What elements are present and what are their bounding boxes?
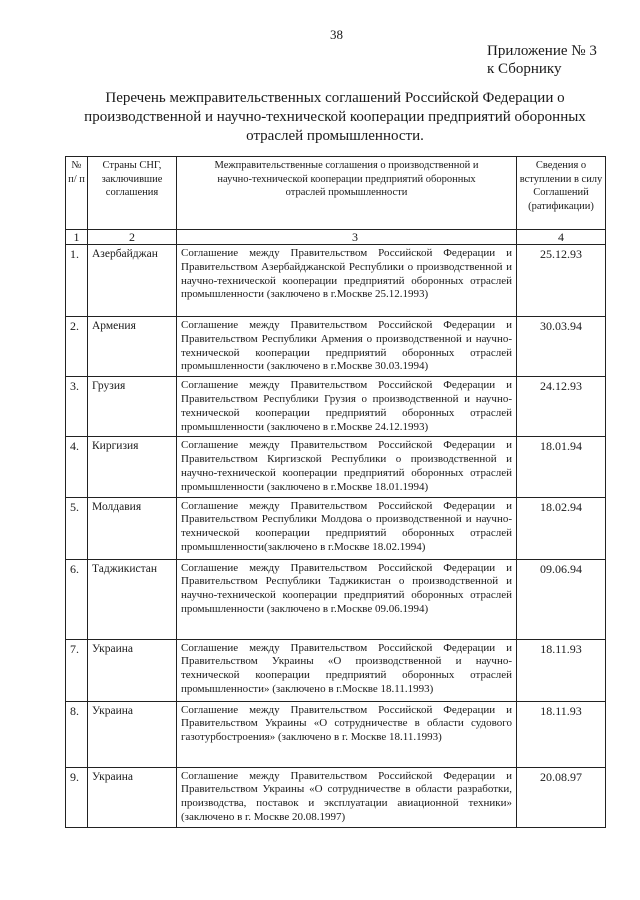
row-agreement-text: Соглашение между Правительством Российской Федерации и Правительством Республики Армения о производственной и научно-технической кооперации предприятий оборонных отраслей промышленности (заключено в г.Москве 30.03.1994) — [177, 317, 517, 377]
row-agreement-text: Соглашение между Правительством Российской Федерации и Правительством Республики Таджикистан о производственной и научно-технической кооперации предприятий оборонных отраслей промышленности (заключено в г.Москве 09.06.1994) — [177, 559, 517, 639]
header-number: № п/ п — [66, 157, 88, 230]
row-date: 30.03.94 — [517, 317, 606, 377]
row-date: 25.12.93 — [517, 245, 606, 317]
row-number: 7. — [66, 639, 88, 701]
appendix-line-2: к Сборнику — [487, 61, 562, 77]
table-row — [66, 317, 606, 377]
row-date: 18.11.93 — [517, 639, 606, 701]
column-number: 2 — [88, 230, 177, 245]
table-row — [66, 767, 606, 827]
row-country: Азербайджан — [88, 245, 177, 317]
table-header-row — [66, 157, 606, 230]
row-agreement-text: Соглашение между Правительством Российской Федерации и Правительством Украины «О сотрудничестве в области разработки, производства, поставок и эксплуатации авиационной техники» (заключено в г. Москве 20.08.1997) — [177, 767, 517, 827]
row-agreement-text: Соглашение между Правительством Российской Федерации и Правительством Украины «О сотрудничестве в области судового газотурбостроения» (заключено в г. Москве 18.11.1993) — [177, 701, 517, 767]
row-date: 18.01.94 — [517, 437, 606, 497]
row-country: Армения — [88, 317, 177, 377]
row-number: 5. — [66, 497, 88, 559]
column-number: 1 — [66, 230, 88, 245]
table-row — [66, 245, 606, 317]
row-date: 18.02.94 — [517, 497, 606, 559]
table-row — [66, 377, 606, 437]
header-country: Страны СНГ, заключившие соглашения — [88, 157, 177, 230]
appendix-line-1: Приложение № 3 — [487, 43, 597, 59]
row-number: 3. — [66, 377, 88, 437]
row-country: Грузия — [88, 377, 177, 437]
header-agreement: Межправительственные соглашения о производственной и научно-технической кооперации предприятий оборонных отраслей промышленности — [177, 157, 517, 230]
row-agreement-text: Соглашение между Правительством Российской Федерации и Правительством Украины «О производственной и научно-технической кооперации предприятий оборонных отраслей промышленности» (заключено в г.Москве 18.11.1993) — [177, 639, 517, 701]
table-row — [66, 559, 606, 639]
row-agreement-text: Соглашение между Правительством Российской Федерации и Правительством Киргизской Республики о производственной и научно-технической кооперации предприятий оборонных отраслей промышленности (заключено в г.Москве 18.01.1994) — [177, 437, 517, 497]
row-country: Украина — [88, 639, 177, 701]
row-number: 6. — [66, 559, 88, 639]
row-country: Украина — [88, 701, 177, 767]
agreements-table — [65, 156, 606, 828]
row-number: 1. — [66, 245, 88, 317]
row-agreement-text: Соглашение между Правительством Российской Федерации и Правительством Республики Грузия о производственной и научно-технической кооперации предприятий оборонных отраслей промышленности (заключено в г.Москве 24.12.1993) — [177, 377, 517, 437]
row-country: Киргизия — [88, 437, 177, 497]
header-ratification: Сведения о вступлении в силу Соглашений (ратификации) — [517, 157, 606, 230]
row-date: 20.08.97 — [517, 767, 606, 827]
row-country: Украина — [88, 767, 177, 827]
table-row — [66, 701, 606, 767]
table-row — [66, 437, 606, 497]
table-row — [66, 639, 606, 701]
column-number: 4 — [517, 230, 606, 245]
row-agreement-text: Соглашение между Правительством Российской Федерации и Правительством Азербайджанской Республики о производственной и научно-технической кооперации предприятий оборонных отраслей промышленности (заключено в г.Москве 25.12.1993) — [177, 245, 517, 317]
row-date: 09.06.94 — [517, 559, 606, 639]
row-date: 18.11.93 — [517, 701, 606, 767]
row-date: 24.12.93 — [517, 377, 606, 437]
row-number: 9. — [66, 767, 88, 827]
page-number: 38 — [330, 27, 343, 42]
row-number: 8. — [66, 701, 88, 767]
row-number: 2. — [66, 317, 88, 377]
column-number: 3 — [177, 230, 517, 245]
column-number-row — [66, 230, 606, 245]
document-title: Перечень межправительственных соглашений Российской Федерации о производственной и научно-технической кооперации предприятий оборонных отраслей промышленности. — [84, 90, 586, 144]
row-number: 4. — [66, 437, 88, 497]
row-country: Молдавия — [88, 497, 177, 559]
table-row — [66, 497, 606, 559]
row-country: Таджикистан — [88, 559, 177, 639]
row-agreement-text: Соглашение между Правительством Российской Федерации и Правительством Республики Молдова о производственной и научно-технической кооперации предприятий оборонных отраслей промышленности(заключено в г.Москве 18.02.1994) — [177, 497, 517, 559]
appendix-label — [487, 42, 597, 78]
